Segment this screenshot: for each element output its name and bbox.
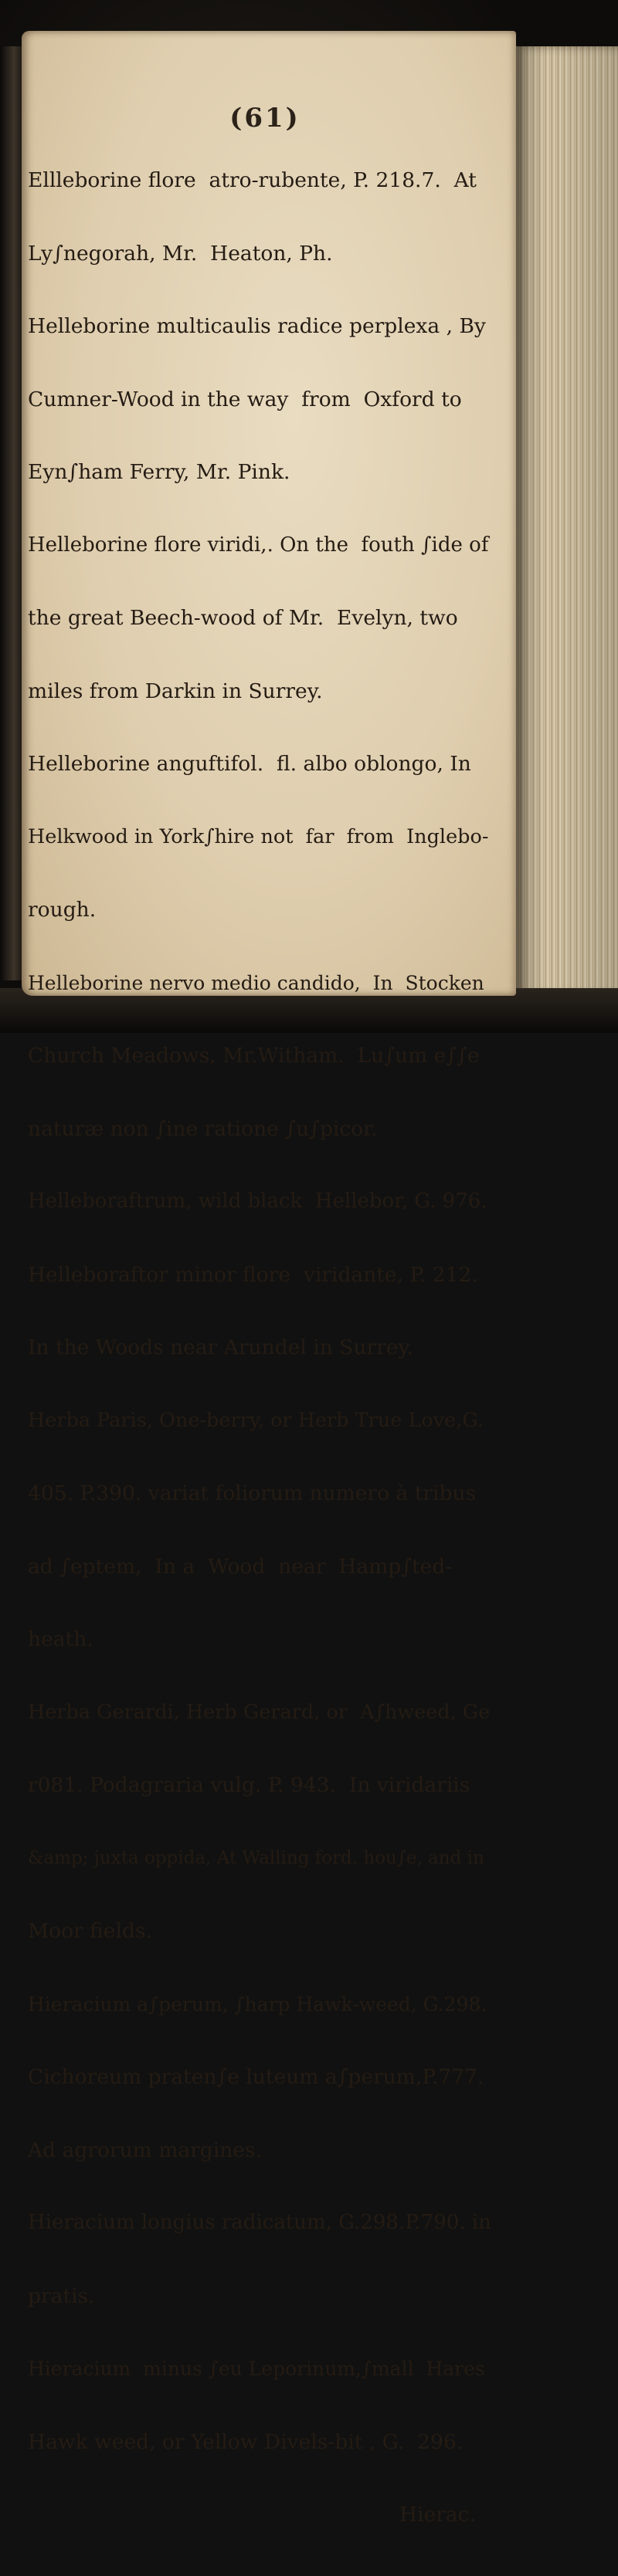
folio-text: (61) — [229, 103, 301, 134]
text-line: Moor fields. — [28, 1919, 152, 1943]
text-line: Eyn∫ham Ferry, Mr. Pink. — [28, 460, 290, 484]
page-edges-shadow — [516, 46, 618, 996]
text-line: rough. — [28, 898, 97, 922]
text-line: Helleborine multicaulis radice perplexa , By — [28, 314, 486, 338]
text-line: Hieracium minus ∫eu Leporinum,∫mall Hares — [28, 2358, 485, 2380]
text-line: Hawk weed, or Yellow Divels-bit , G. 296. — [28, 2429, 464, 2454]
text-line: Helleborine nervo medio candido, In Stocken — [28, 971, 484, 994]
text-line: r081. Podagraria vulg. P. 943. In viridariis — [28, 1773, 470, 1797]
text-line: Cumner-Wood in the way from Oxford to — [28, 387, 462, 411]
text-line: ad ∫eptem, In a Wood near Hamp∫ted- — [28, 1554, 453, 1579]
book-page — [22, 31, 516, 2527]
left-page-edge — [0, 46, 23, 980]
text-line: Hieracium longius radicatum, G.298.P.790. in — [28, 2211, 491, 2234]
text-line: Herba Paris, One-berry, or Herb True Love,G. — [28, 1408, 484, 1432]
text-line: Helleborine anguftifol. fl. albo oblongo, In — [28, 752, 471, 776]
page-text — [28, 120, 491, 2576]
text-line: naturæ non ∫ine ratione ∫u∫picor. — [28, 1116, 378, 1141]
text-line: 405. P.390. variat foliorum numero à tribus — [28, 1481, 477, 1505]
text-line: Herba Gerardi, Herb Gerard, or A∫hweed, Ge — [28, 1700, 491, 1724]
text-line: Helleboraftrum, wild black Hellebor, G. 976. — [28, 1190, 487, 1213]
text-line: pratis. — [28, 2283, 95, 2308]
text-line: Church Meadows, Mr.Witham. Lu∫um e∫∫e — [28, 1044, 480, 1068]
text-line: the great Beech-wood of Mr. Evelyn, two — [28, 606, 458, 630]
text-line: Helleborine flore viridi,. On the fouth ∫ide of — [28, 533, 489, 557]
text-line: In the Woods near Arundel in Surrey. — [28, 1335, 414, 1359]
text-line: &amp; juxta oppida, At Walling ford. hou∫e, and in — [28, 1847, 484, 1868]
text-line: Ad agrorum margines. — [28, 2138, 263, 2162]
text-line: Hieracium a∫perum, ∫harp Hawk-weed, G.298. — [28, 1992, 487, 2016]
text-line: Ly∫negorah, Mr. Heaton, Ph. — [28, 241, 333, 266]
text-line: Cichoreum praten∫e luteum a∫perum,P.777. — [28, 2065, 484, 2089]
text-line: Ellleborine flore atro-rubente, P. 218.7. At — [28, 168, 477, 192]
text-line: Helleboraftor minor flore viridante, P. 212. — [28, 1262, 478, 1287]
text-line: miles from Darkin in Surrey. — [28, 679, 323, 703]
text-line: Helkwood in York∫hire not far from Inglebo- — [28, 824, 489, 848]
text-line: heath. — [28, 1627, 93, 1651]
catchword: Hierac. — [399, 2503, 476, 2527]
